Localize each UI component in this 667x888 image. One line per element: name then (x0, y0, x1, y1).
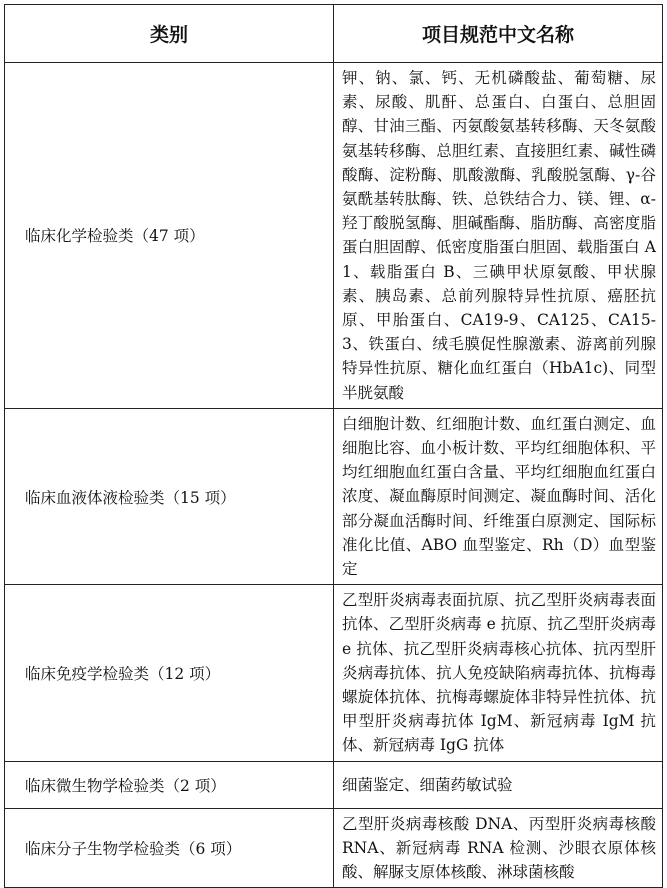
header-item-names: 项目规范中文名称 (334, 5, 663, 63)
category-cell: 临床免疫学检验类（12 项） (5, 585, 334, 761)
items-cell: 乙型肝炎病毒核酸 DNA、丙型肝炎病毒核酸 RNA、新冠病毒 RNA 检测、沙眼衣原体核酸、解脲支原体核酸、淋球菌核酸 (334, 808, 663, 888)
items-cell: 细菌鉴定、细菌药敏试验 (334, 761, 663, 808)
table-row (5, 808, 663, 888)
category-cell: 临床分子生物学检验类（6 项） (5, 808, 334, 888)
items-cell: 白细胞计数、红细胞计数、血红蛋白测定、血细胞比容、血小板计数、平均红细胞体积、平均红细胞血红蛋白含量、平均红细胞血红蛋白浓度、凝血酶原时间测定、凝血酶时间、活化部分凝血活酶时间、纤维蛋白原测定、国际标准化比值、ABO 血型鉴定、Rh（D）血型鉴定 (334, 408, 663, 584)
table-row (5, 408, 663, 584)
table-row (5, 585, 663, 761)
table-row (5, 63, 663, 409)
header-category: 类别 (5, 5, 334, 63)
category-cell: 临床化学检验类（47 项） (5, 63, 334, 409)
items-cell: 钾、钠、氯、钙、无机磷酸盐、葡萄糖、尿素、尿酸、肌酐、总蛋白、白蛋白、总胆固醇、甘油三酯、丙氨酸氨基转移酶、天冬氨酸氨基转移酶、总胆红素、直接胆红素、碱性磷酸酶、淀粉酶、肌酸激酶、乳酸脱氢酶、γ-谷氨酰基转肽酶、铁、总铁结合力、镁、锂、α-羟丁酸脱氢酶、胆碱酯酶、脂肪酶、高密度脂蛋白胆固醇、低密度脂蛋白胆固、载脂蛋白 A1、载脂蛋白 B、三碘甲状原氨酸、甲状腺素、胰岛素、总前列腺特异性抗原、癌胚抗原、甲胎蛋白、CA19-9、CA125、CA15-3、铁蛋白、绒毛膜促性腺激素、游离前列腺特异性抗原、糖化血红蛋白（HbA1c)、同型半胱氨酸 (334, 63, 663, 409)
test-items-table (4, 4, 663, 888)
category-cell: 临床微生物学检验类（2 项） (5, 761, 334, 808)
header-row (5, 5, 663, 63)
category-cell: 临床血液体液检验类（15 项） (5, 408, 334, 584)
table-row (5, 761, 663, 808)
items-cell: 乙型肝炎病毒表面抗原、抗乙型肝炎病毒表面抗体、乙型肝炎病毒 e 抗原、抗乙型肝炎病毒 e 抗体、抗乙型肝炎病毒核心抗体、抗丙型肝炎病毒抗体、抗人免疫缺陷病毒抗体、抗梅毒螺旋体抗体、抗梅毒螺旋体非特异性抗体、抗甲型肝炎病毒抗体 IgM、新冠病毒 IgM 抗体、新冠病毒 IgG 抗体 (334, 585, 663, 761)
